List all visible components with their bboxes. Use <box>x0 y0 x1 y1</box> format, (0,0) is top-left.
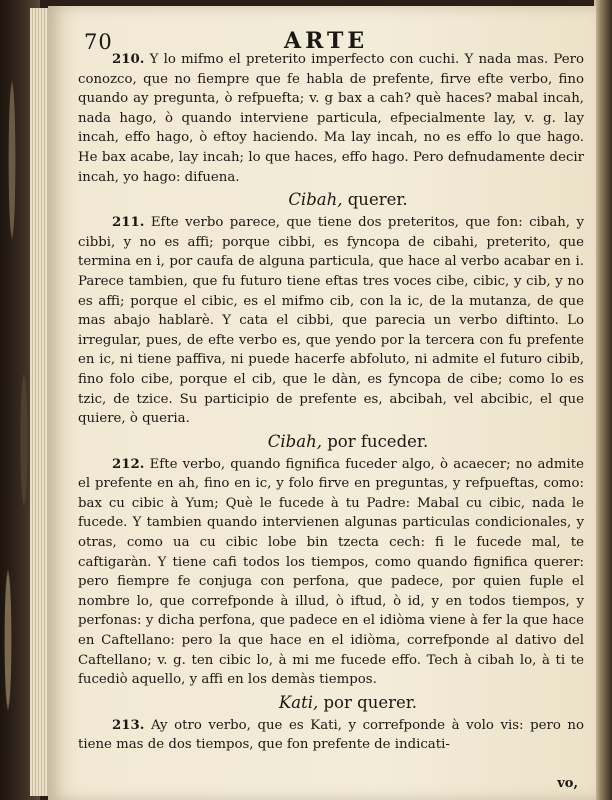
book-cover-right <box>594 0 612 800</box>
page-body <box>78 50 584 755</box>
heading-plain: por fuceder. <box>327 431 429 451</box>
section-heading-cibah-querer <box>78 187 584 213</box>
running-title: ARTE <box>284 28 369 54</box>
heading-italic: Cibah, <box>288 190 343 210</box>
paragraph-211 <box>78 213 584 429</box>
paragraph-213 <box>78 716 584 755</box>
paragraph-text: Y lo mifmo el preterito imperfecto con cuchi. Y nada mas. Pero conozco, que no fiempre que fe habla de prefente, firve efte verbo, fino quando ay pregunta, ò refpuefta; v. g bax a cah? què haces? mabal incah, nada hago, ò quando interviene particula, efpecialmente lay, v. g. lay incah, effo hago, ò eftoy haciendo. Ma lay incah, no es effo lo que hago. He bax acabe, lay incah; lo que haces, effo hago. Pero defnudamente decir incah, yo hago: difuena. <box>78 52 584 185</box>
heading-italic: Kati, <box>278 692 319 712</box>
section-heading-cibah-suceder <box>78 429 584 455</box>
book-page <box>48 6 596 800</box>
paragraph-212 <box>78 455 584 690</box>
paragraph-text: Efte verbo parece, que tiene dos preteritos, que fon: cibah, y cibbi, y no es affi; porque cibbi, es fyncopa de cibahi, preterito, que termina en i, por caufa de alguna particula, que hace al verbo acabar en i. Parece tambien, que fu futuro tiene eftas tres voces cibe, cibic, y cib, y no es affi; porque el cibic, es el mifmo cib, con la ic, de la mutanza, de que mas abajo hablarè. Y cata el cibbi, que parecia un verbo diftinto. Lo irregular, pues, de efte verbo es, que yendo por la tercera con fu prefente en ic, ni tiene paffiva, ni puede hacerfe abfoluto, ni admite el futuro cibib, fino folo cibe, porque el cib, que le dàn, es fyncopa de cibe; como lo es tzic, de tzice. Su participio de prefente es, abcibah, vel abcibic, el que quiere, ò queria. <box>78 215 584 427</box>
heading-plain: por querer. <box>323 692 418 712</box>
section-number: 213. <box>112 717 145 733</box>
section-heading-kati <box>78 690 584 716</box>
heading-italic: Cibah, <box>267 431 322 451</box>
page-number: 70 <box>84 30 113 54</box>
paragraph-text: Efte verbo, quando fignifica fuceder algo, ò acaecer; no admite el prefente en ah, fino en ic, y folo firve en preguntas, y refpueftas, como: bax cu cibic à Yum; Què le fucede à tu Padre: Mabal cu cibic, nada le fucede. Y tambien quando intervienen algunas particulas condicionales, y otras, como ua cu cibic lobe bin tzecta cech: fi le fucede mal, te caftigaràn. Y tiene cafi todos los tiempos, como quando fignifica querer: pero fiempre fe conjuga con perfona, que padece, por quien fuple el nombre lo, que correfponde à illud, ò iftud, ò id, y en todos tiempos, y perfonas: y dicha perfona, que padece en el idiòma viene à fer la que hace en Caftellano: pero la que hace en el idiòma, correfponde al dativo del Caftellano; v. g. ten cibic lo, à mi me fucede effo. Tech à cibah lo, à ti te fucediò aquello, y affi en los demàs tiempos. <box>78 456 585 688</box>
section-number: 212. <box>112 456 145 472</box>
catchword: vo, <box>557 776 578 791</box>
paragraph-210 <box>78 50 584 187</box>
section-number: 210. <box>112 52 145 67</box>
paragraph-text: Ay otro verbo, que es Kati, y correfponde à volo vis: pero no tiene mas de dos tiempos, que fon prefente de indicati- <box>78 717 584 753</box>
heading-plain: querer. <box>347 190 408 210</box>
section-number: 211. <box>112 215 145 231</box>
